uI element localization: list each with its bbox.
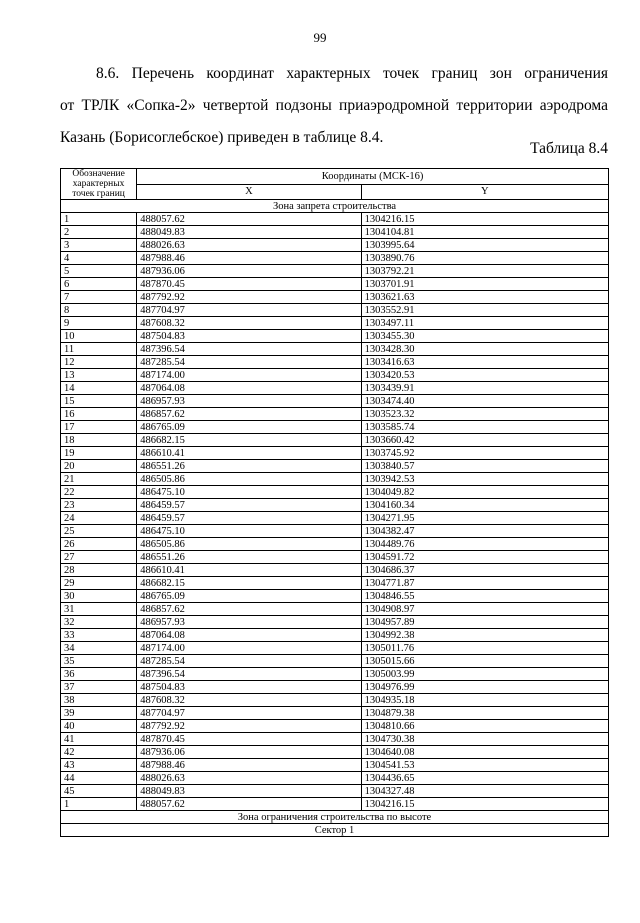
x-coordinate-cell: 486551.26 [137,551,361,564]
table-row [61,707,609,720]
x-coordinate-cell: 487064.08 [137,382,361,395]
point-id-cell: 41 [61,733,137,746]
table-row [61,603,609,616]
x-coordinate-cell: 487608.32 [137,694,361,707]
table-row [61,291,609,304]
point-id-cell: 28 [61,564,137,577]
table-row [61,395,609,408]
y-coordinate-cell: 1304846.55 [361,590,608,603]
y-coordinate-cell: 1304104.81 [361,226,608,239]
table-row [61,460,609,473]
paragraph-line-3: Казань (Борисоглебское) приведен в таблице 8.4. [60,129,384,146]
y-coordinate-cell: 1303552.91 [361,304,608,317]
point-id-cell: 3 [61,239,137,252]
table-row [61,590,609,603]
table-row [61,785,609,798]
point-id-cell: 42 [61,746,137,759]
x-coordinate-cell: 486459.57 [137,512,361,525]
y-coordinate-cell: 1303840.57 [361,460,608,473]
x-coordinate-cell: 486610.41 [137,564,361,577]
table-row [61,447,609,460]
y-coordinate-cell: 1304810.66 [361,720,608,733]
x-coordinate-cell: 486475.10 [137,525,361,538]
y-coordinate-cell: 1303792.21 [361,265,608,278]
table-row [61,421,609,434]
point-id-cell: 10 [61,330,137,343]
y-coordinate-cell: 1304591.72 [361,551,608,564]
table-row [61,499,609,512]
point-id-cell: 38 [61,694,137,707]
point-id-cell: 31 [61,603,137,616]
point-id-cell: 40 [61,720,137,733]
table-label: Таблица 8.4 [530,140,608,157]
point-id-cell: 22 [61,486,137,499]
header-coordinates: Координаты (МСК-16) [137,169,609,185]
x-coordinate-cell: 487396.54 [137,343,361,356]
point-id-cell: 23 [61,499,137,512]
x-coordinate-cell: 487285.54 [137,356,361,369]
y-coordinate-cell: 1303420.53 [361,369,608,382]
table-row [61,408,609,421]
table-row [61,772,609,785]
y-coordinate-cell: 1304541.53 [361,759,608,772]
header-y: Y [361,184,608,200]
point-id-cell: 30 [61,590,137,603]
table-row [61,616,609,629]
point-id-cell: 43 [61,759,137,772]
x-coordinate-cell: 487704.97 [137,304,361,317]
point-id-cell: 1 [61,798,137,811]
x-coordinate-cell: 487396.54 [137,668,361,681]
y-coordinate-cell: 1304935.18 [361,694,608,707]
y-coordinate-cell: 1303439.91 [361,382,608,395]
x-coordinate-cell: 486505.86 [137,538,361,551]
y-coordinate-cell: 1304160.34 [361,499,608,512]
x-coordinate-cell: 487792.92 [137,291,361,304]
y-coordinate-cell: 1303701.91 [361,278,608,291]
x-coordinate-cell: 487704.97 [137,707,361,720]
x-coordinate-cell: 486505.86 [137,473,361,486]
point-id-cell: 21 [61,473,137,486]
x-coordinate-cell: 487988.46 [137,252,361,265]
point-id-cell: 32 [61,616,137,629]
table-row [61,317,609,330]
table-row [61,356,609,369]
point-id-cell: 27 [61,551,137,564]
point-id-cell: 1 [61,213,137,226]
x-coordinate-cell: 486765.09 [137,421,361,434]
point-id-cell: 25 [61,525,137,538]
y-coordinate-cell: 1303942.53 [361,473,608,486]
x-coordinate-cell: 487870.45 [137,278,361,291]
x-coordinate-cell: 486475.10 [137,486,361,499]
point-id-cell: 33 [61,629,137,642]
x-coordinate-cell: 486682.15 [137,434,361,447]
table-row [61,564,609,577]
y-coordinate-cell: 1304957.89 [361,616,608,629]
section-header: Сектор 1 [61,824,609,837]
table-row [61,473,609,486]
x-coordinate-cell: 487504.83 [137,330,361,343]
point-id-cell: 34 [61,642,137,655]
table-row [61,304,609,317]
y-coordinate-cell: 1304382.47 [361,525,608,538]
table-row [61,720,609,733]
y-coordinate-cell: 1303416.63 [361,356,608,369]
point-id-cell: 17 [61,421,137,434]
table-row [61,434,609,447]
y-coordinate-cell: 1303474.40 [361,395,608,408]
y-coordinate-cell: 1304436.65 [361,772,608,785]
table-row [61,551,609,564]
section-header: Зона ограничения строительства по высоте [61,811,609,824]
y-coordinate-cell: 1303497.11 [361,317,608,330]
table-row [61,278,609,291]
x-coordinate-cell: 487504.83 [137,681,361,694]
point-id-cell: 16 [61,408,137,421]
y-coordinate-cell: 1303745.92 [361,447,608,460]
table-row [61,239,609,252]
y-coordinate-cell: 1303428.30 [361,343,608,356]
table-row [61,343,609,356]
x-coordinate-cell: 487174.00 [137,642,361,655]
y-coordinate-cell: 1303660.42 [361,434,608,447]
x-coordinate-cell: 486857.62 [137,408,361,421]
y-coordinate-cell: 1304216.15 [361,213,608,226]
y-coordinate-cell: 1303455.30 [361,330,608,343]
point-id-cell: 24 [61,512,137,525]
y-coordinate-cell: 1305011.76 [361,642,608,655]
x-coordinate-cell: 486551.26 [137,460,361,473]
point-id-cell: 8 [61,304,137,317]
table-row [61,629,609,642]
y-coordinate-cell: 1304992.38 [361,629,608,642]
table-row [61,681,609,694]
y-coordinate-cell: 1304730.38 [361,733,608,746]
point-id-cell: 4 [61,252,137,265]
y-coordinate-cell: 1303621.63 [361,291,608,304]
x-coordinate-cell: 488026.63 [137,239,361,252]
y-coordinate-cell: 1303995.64 [361,239,608,252]
x-coordinate-cell: 486957.93 [137,616,361,629]
point-id-cell: 29 [61,577,137,590]
table-row [61,226,609,239]
table-row [61,642,609,655]
point-id-cell: 26 [61,538,137,551]
section-header: Зона запрета строительства [61,200,609,213]
x-coordinate-cell: 487064.08 [137,629,361,642]
x-coordinate-cell: 486682.15 [137,577,361,590]
y-coordinate-cell: 1303585.74 [361,421,608,434]
table-row [61,265,609,278]
coordinates-table [60,168,609,837]
page-number: 99 [313,30,327,45]
header-x: X [137,184,361,200]
table-row [61,668,609,681]
x-coordinate-cell: 487988.46 [137,759,361,772]
point-id-cell: 11 [61,343,137,356]
x-coordinate-cell: 487936.06 [137,746,361,759]
point-id-cell: 9 [61,317,137,330]
y-coordinate-cell: 1304771.87 [361,577,608,590]
point-id-cell: 13 [61,369,137,382]
point-id-cell: 39 [61,707,137,720]
x-coordinate-cell: 486459.57 [137,499,361,512]
x-coordinate-cell: 487285.54 [137,655,361,668]
y-coordinate-cell: 1305003.99 [361,668,608,681]
point-id-cell: 15 [61,395,137,408]
x-coordinate-cell: 488057.62 [137,213,361,226]
table-row [61,512,609,525]
y-coordinate-cell: 1304271.95 [361,512,608,525]
point-id-cell: 35 [61,655,137,668]
point-id-cell: 36 [61,668,137,681]
y-coordinate-cell: 1303523.32 [361,408,608,421]
x-coordinate-cell: 486857.62 [137,603,361,616]
x-coordinate-cell: 488057.62 [137,798,361,811]
point-id-cell: 12 [61,356,137,369]
y-coordinate-cell: 1304976.99 [361,681,608,694]
paragraph-line-1: 8.6. Перечень координат характерных точек границ зон ограничения [96,65,608,82]
point-id-cell: 2 [61,226,137,239]
point-id-cell: 5 [61,265,137,278]
x-coordinate-cell: 486765.09 [137,590,361,603]
table-row [61,759,609,772]
x-coordinate-cell: 487608.32 [137,317,361,330]
y-coordinate-cell: 1305015.66 [361,655,608,668]
y-coordinate-cell: 1304327.48 [361,785,608,798]
table-row [61,577,609,590]
x-coordinate-cell: 487174.00 [137,369,361,382]
y-coordinate-cell: 1304879.38 [361,707,608,720]
table-row [61,252,609,265]
point-id-cell: 44 [61,772,137,785]
y-coordinate-cell: 1304489.76 [361,538,608,551]
y-coordinate-cell: 1304686.37 [361,564,608,577]
table-row [61,369,609,382]
header-points: Обозначение характерных точек границ [61,169,137,200]
y-coordinate-cell: 1304908.97 [361,603,608,616]
point-id-cell: 6 [61,278,137,291]
table-row [61,798,609,811]
table-row [61,486,609,499]
table-row [61,382,609,395]
point-id-cell: 19 [61,447,137,460]
x-coordinate-cell: 488049.83 [137,785,361,798]
intro-paragraph [60,58,608,154]
paragraph-line-2: от ТРЛК «Сопка-2» четвертой подзоны приаэродромной территории аэродрома [60,97,608,114]
point-id-cell: 14 [61,382,137,395]
x-coordinate-cell: 488049.83 [137,226,361,239]
point-id-cell: 37 [61,681,137,694]
point-id-cell: 7 [61,291,137,304]
y-coordinate-cell: 1303890.76 [361,252,608,265]
table-row [61,694,609,707]
x-coordinate-cell: 487936.06 [137,265,361,278]
table-row [61,213,609,226]
y-coordinate-cell: 1304216.15 [361,798,608,811]
x-coordinate-cell: 487870.45 [137,733,361,746]
x-coordinate-cell: 487792.92 [137,720,361,733]
table-row [61,330,609,343]
point-id-cell: 18 [61,434,137,447]
x-coordinate-cell: 488026.63 [137,772,361,785]
y-coordinate-cell: 1304049.82 [361,486,608,499]
table-row [61,746,609,759]
point-id-cell: 45 [61,785,137,798]
point-id-cell: 20 [61,460,137,473]
table-row [61,655,609,668]
table-row [61,538,609,551]
x-coordinate-cell: 486957.93 [137,395,361,408]
y-coordinate-cell: 1304640.08 [361,746,608,759]
table-row [61,525,609,538]
x-coordinate-cell: 486610.41 [137,447,361,460]
table-row [61,733,609,746]
